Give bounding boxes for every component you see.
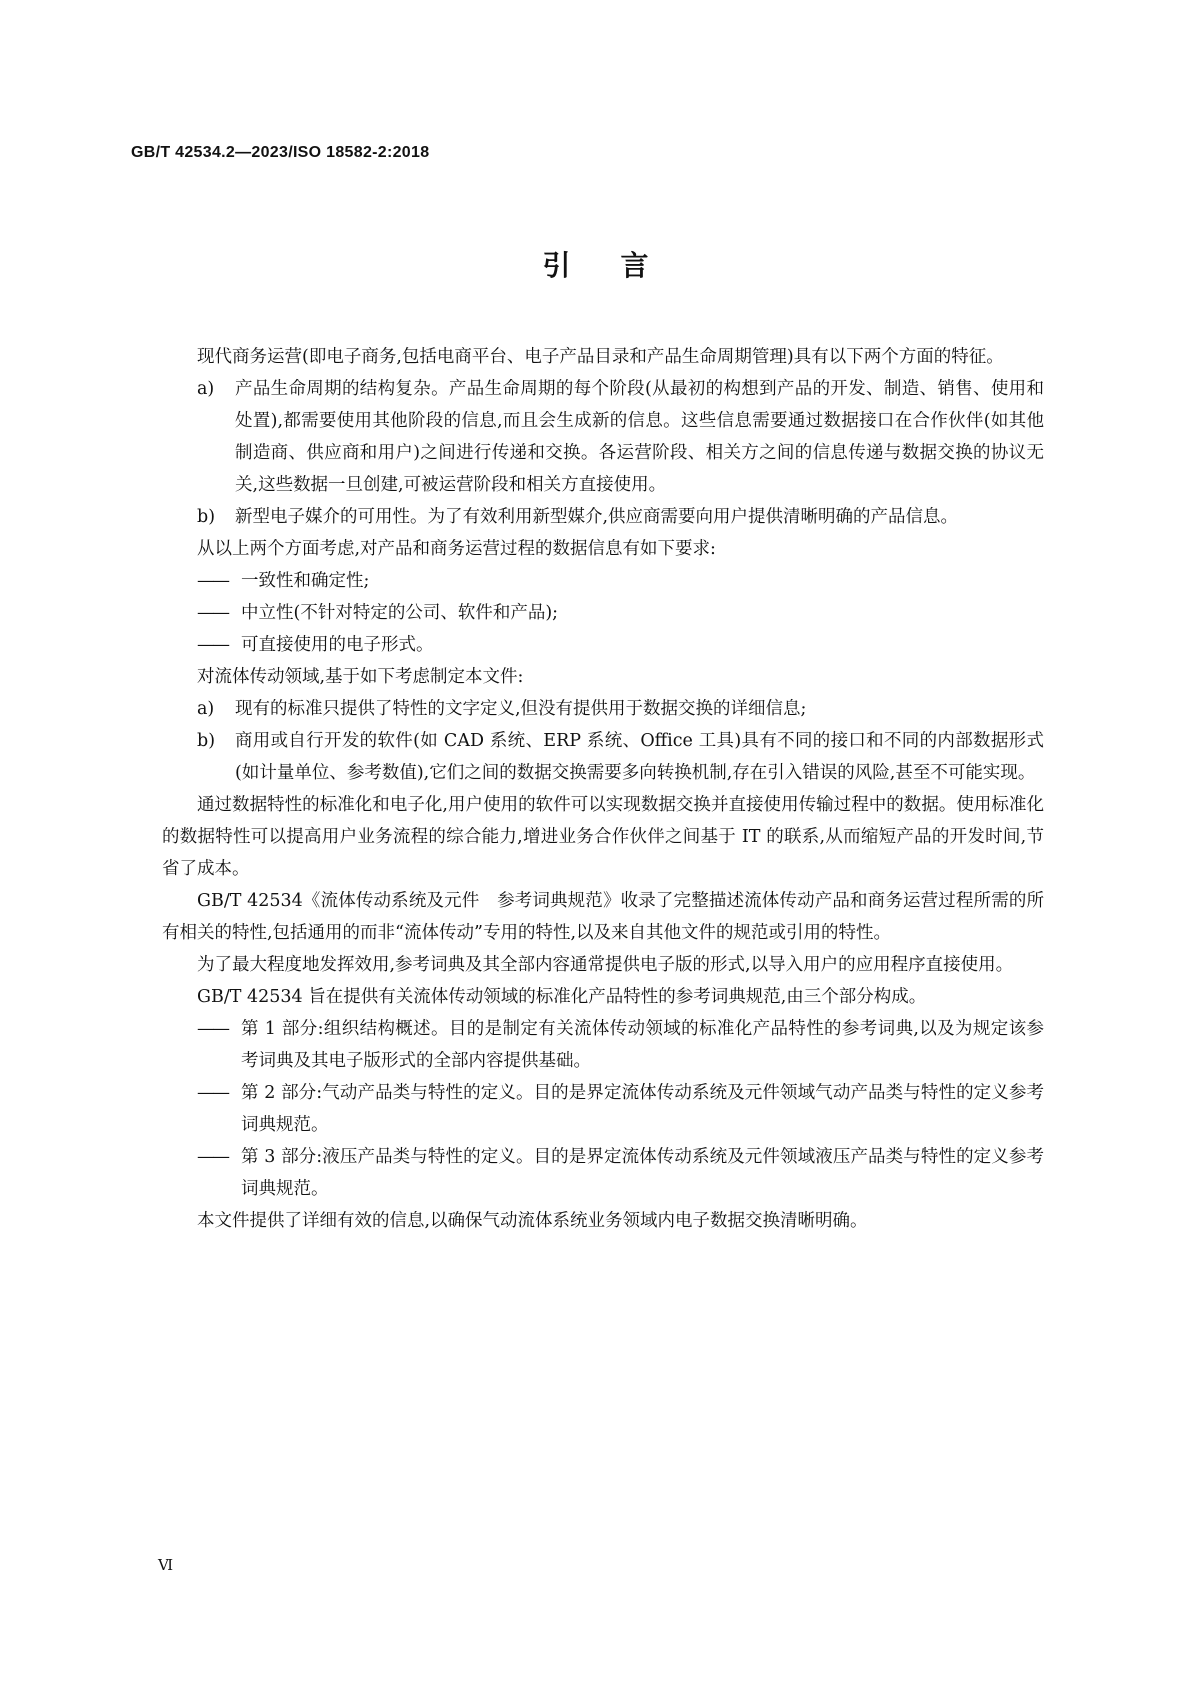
dash-marker: —— (197, 1019, 228, 1039)
part-item (162, 1077, 1044, 1141)
part-text: 第 3 部分:液压产品类与特性的定义。目的是界定流体传动系统及元件领域液压产品类与特性的定义参考词典规范。 (241, 1147, 1044, 1199)
parts-intro-paragraph: GB/T 42534 旨在提供有关流体传动领域的标准化产品特性的参考词典规范,由三个部分构成。 (197, 987, 927, 1007)
list-label: b) (197, 731, 216, 751)
requirement-text: 一致性和确定性; (241, 571, 370, 591)
list-item-feature-b (162, 501, 1044, 533)
standardization-paragraph: 通过数据特性的标准化和电子化,用户使用的软件可以实现数据交换并直接使用传输过程中的数据。使用标准化的数据特性可以提高用户业务流程的综合能力,增进业务合作伙伴之间基于 IT 的联系,从而缩短产品的开发时间,节省了成本。 (162, 795, 1044, 879)
list-item-feature-a (162, 373, 1044, 501)
document-body (162, 341, 1044, 1237)
intro-paragraph: 现代商务运营(即电子商务,包括电商平台、电子产品目录和产品生命周期管理)具有以下两个方面的特征。 (197, 347, 1004, 367)
requirement-item (162, 597, 1044, 629)
requirements-intro: 从以上两个方面考虑,对产品和商务运营过程的数据信息有如下要求: (197, 539, 716, 559)
page-title: 引言 (542, 249, 699, 282)
conclusion-paragraph: 本文件提供了详细有效的信息,以确保气动流体系统业务领域内电子数据交换清晰明确。 (197, 1211, 868, 1231)
requirement-item (162, 565, 1044, 597)
part-text: 第 2 部分:气动产品类与特性的定义。目的是界定流体传动系统及元件领域气动产品类与特性的定义参考词典规范。 (241, 1083, 1044, 1135)
list-item-consideration-b (162, 725, 1044, 789)
requirement-item (162, 629, 1044, 661)
dash-marker: —— (197, 571, 228, 591)
standard-code-header: GB/T 42534.2—2023/ISO 18582-2:2018 (131, 144, 430, 161)
considerations-intro: 对流体传动领域,基于如下考虑制定本文件: (197, 667, 524, 687)
list-label: b) (197, 507, 216, 527)
dash-marker: —— (197, 1083, 228, 1103)
dash-marker: —— (197, 635, 228, 655)
part-item (162, 1013, 1044, 1077)
list-text: 新型电子媒介的可用性。为了有效利用新型媒介,供应商需要向用户提供清晰明确的产品信息。 (235, 507, 959, 527)
list-text: 产品生命周期的结构复杂。产品生命周期的每个阶段(从最初的构想到产品的开发、制造、销售、使用和处置),都需要使用其他阶段的信息,而且会生成新的信息。这些信息需要通过数据接口在合作伙伴(如其他制造商、供应商和用户)之间进行传递和交换。各运营阶段、相关方之间的信息传递与数据交换的协议无关,这些数据一旦创建,可被运营阶段和相关方直接使用。 (235, 379, 1044, 495)
part-text: 第 1 部分:组织结构概述。目的是制定有关流体传动领域的标准化产品特性的参考词典,以及为规定该参考词典及其电子版形式的全部内容提供基础。 (241, 1019, 1044, 1071)
list-text: 商用或自行开发的软件(如 CAD 系统、ERP 系统、Office 工具)具有不同的接口和不同的内部数据形式(如计量单位、参考数值),它们之间的数据交换需要多向转换机制,存在引入错误的风险,甚至不可能实现。 (235, 731, 1044, 783)
gbt-catalog-paragraph: GB/T 42534《流体传动系统及元件 参考词典规范》收录了完整描述流体传动产品和商务运营过程所需的所有相关的特性,包括通用的而非“流体传动”专用的特性,以及来自其他文件的规范或引用的特性。 (162, 891, 1044, 943)
list-label: a) (197, 379, 215, 399)
part-item (162, 1141, 1044, 1205)
requirement-text: 可直接使用的电子形式。 (241, 635, 434, 655)
dash-marker: —— (197, 1147, 228, 1167)
effectiveness-paragraph: 为了最大程度地发挥效用,参考词典及其全部内容通常提供电子版的形式,以导入用户的应用程序直接使用。 (197, 955, 1014, 975)
list-text: 现有的标准只提供了特性的文字定义,但没有提供用于数据交换的详细信息; (235, 699, 807, 719)
page-number: Ⅵ (158, 1556, 174, 1574)
list-label: a) (197, 699, 215, 719)
requirement-text: 中立性(不针对特定的公司、软件和产品); (241, 603, 559, 623)
dash-marker: —— (197, 603, 228, 623)
list-item-consideration-a (162, 693, 1044, 725)
